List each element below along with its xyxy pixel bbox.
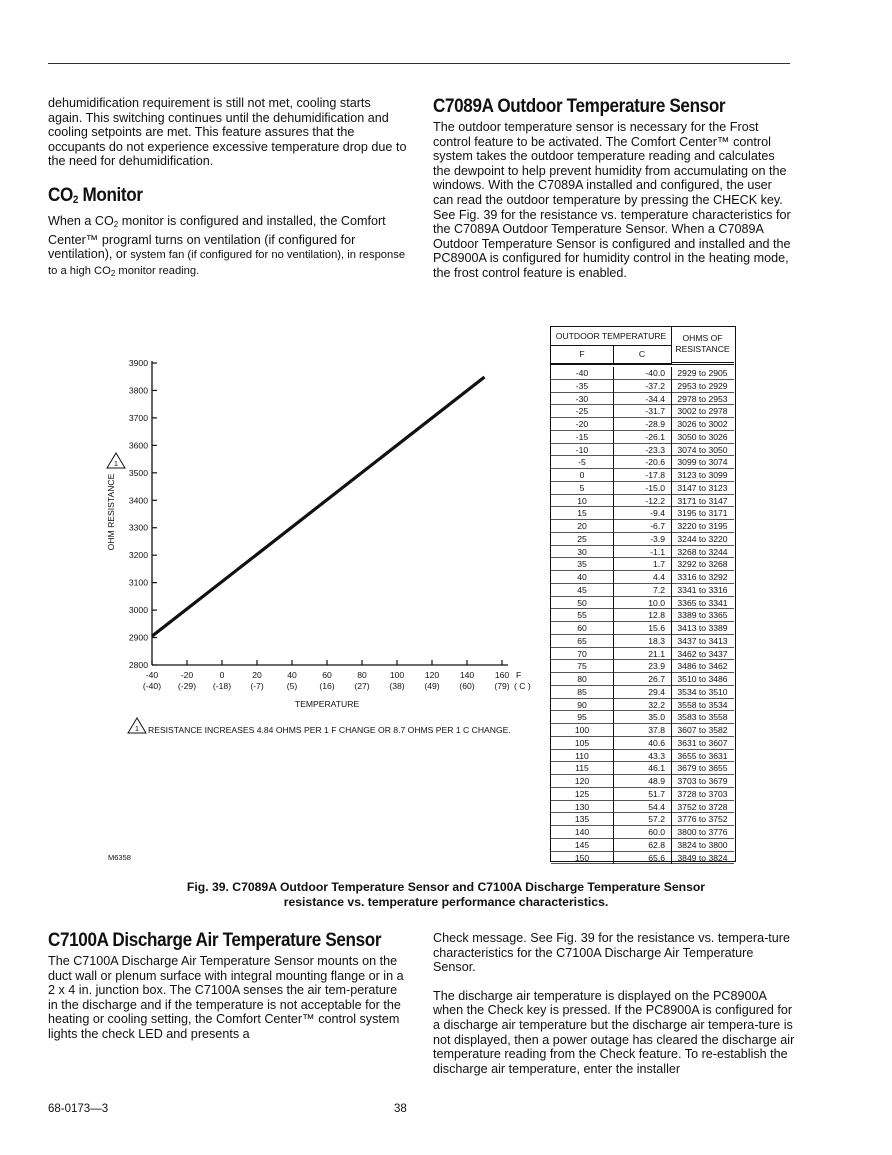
table-cell-f: 100 <box>551 724 614 737</box>
x-tick-label: 40 <box>287 670 297 680</box>
figure-caption <box>0 880 892 910</box>
table-row <box>551 813 734 826</box>
figure-caption-line1: Fig. 39. C7089A Outdoor Temperature Sensor and C7100A Discharge Temperature Sensor <box>186 880 706 894</box>
table-cell-f: 0 <box>551 469 614 482</box>
table-row <box>551 520 734 533</box>
table-cell-c: 62.8 <box>648 839 665 850</box>
table-row <box>551 558 734 571</box>
co2-text-3: system fan (if configured for no ventilation), in response to a high CO <box>48 249 406 277</box>
y-tick-label: 3600 <box>128 440 148 451</box>
table-cell-c: -23.3 <box>645 444 665 455</box>
y-tick-label: 3900 <box>128 358 148 368</box>
table-cell-ohms: 3341 to 3316 <box>677 584 728 595</box>
x-tick-label: 20 <box>252 670 262 680</box>
table-cell-ohms: 3607 to 3582 <box>677 725 728 735</box>
table-cell-ohms: 3099 to 3074 <box>677 457 728 468</box>
table-cell-ohms: 3171 to 3147 <box>677 495 728 506</box>
table-cell-c: 10.0 <box>648 597 665 608</box>
table-cell-c: 4.4 <box>653 572 665 582</box>
left-bottom-column <box>48 930 410 1042</box>
table-row <box>551 405 734 418</box>
table-row <box>551 673 734 686</box>
co2-heading-sub: 2 <box>72 193 79 206</box>
note-marker-number: 1 <box>134 724 140 733</box>
table-cell-f: -10 <box>551 444 614 457</box>
table-header-outdoor-temperature: OUTDOOR TEMPERATURE <box>551 327 672 346</box>
table-row <box>551 635 734 648</box>
table-row <box>551 597 734 610</box>
x-tick-label: -20 <box>180 670 194 680</box>
x-tick-label-celsius: (27) <box>354 681 370 691</box>
table-cell-c: -6.7 <box>650 521 665 531</box>
table-cell-ohms: 3292 to 3268 <box>677 559 728 570</box>
table-cell-ohms: 3195 to 3171 <box>677 508 728 519</box>
table-cell-c: 57.2 <box>648 814 665 825</box>
table-row <box>551 648 734 661</box>
table-cell-f: 50 <box>551 597 614 610</box>
table-row <box>551 711 734 724</box>
table-cell-f: 55 <box>551 609 614 622</box>
table-row <box>551 788 734 801</box>
table-cell-ohms: 3050 to 3026 <box>677 431 728 442</box>
table-cell-c: 15.6 <box>648 623 665 633</box>
x-tick-label-celsius: (38) <box>389 681 405 691</box>
y-tick-label: 2900 <box>128 632 148 643</box>
table-cell-ohms: 2929 to 2905 <box>677 368 728 378</box>
table-cell-f: 65 <box>551 635 614 648</box>
y-tick-label: 3100 <box>128 577 148 588</box>
table-row <box>551 495 734 508</box>
resistance-table <box>550 326 736 862</box>
table-row <box>551 622 734 635</box>
table-row <box>551 699 734 712</box>
table-cell-c: 46.1 <box>648 763 665 774</box>
table-cell-f: 45 <box>551 584 614 597</box>
table-cell-c: 12.8 <box>648 610 665 621</box>
table-cell-f: -20 <box>551 418 614 431</box>
table-row <box>551 380 734 393</box>
table-cell-c: -1.1 <box>650 546 665 557</box>
x-tick-label: 120 <box>424 670 440 680</box>
table-cell-ohms: 3413 to 3389 <box>677 623 728 633</box>
co2-heading-pre: CO <box>48 184 73 206</box>
table-cell-c: -20.6 <box>645 457 665 468</box>
table-row <box>551 686 734 699</box>
table-cell-c: -28.9 <box>645 419 665 429</box>
table-cell-c: 60.0 <box>648 827 665 837</box>
table-row <box>551 584 734 597</box>
table-cell-c: -40.0 <box>645 368 665 378</box>
table-cell-f: 125 <box>551 788 614 801</box>
table-cell-f: 145 <box>551 839 614 852</box>
footer-doc-number: 68-0173—3 <box>48 1103 109 1115</box>
table-cell-ohms: 3486 to 3462 <box>677 661 728 672</box>
x-tick-label: 0 <box>219 670 225 680</box>
table-cell-f: -30 <box>551 393 614 406</box>
table-cell-c: -26.1 <box>645 431 665 442</box>
table-cell-c: -3.9 <box>650 533 665 544</box>
table-cell-ohms: 3824 to 3800 <box>677 839 728 850</box>
table-cell-ohms: 3534 to 3510 <box>677 686 728 697</box>
table-cell-ohms: 3389 to 3365 <box>677 610 728 621</box>
x-tick-label-celsius: (-7) <box>250 681 264 691</box>
table-cell-f: 20 <box>551 520 614 533</box>
table-cell-ohms: 3437 to 3413 <box>677 635 728 646</box>
table-cell-f: -35 <box>551 380 614 393</box>
table-cell-f: -40 <box>551 367 614 380</box>
x-tick-label-celsius: (79) <box>494 681 510 691</box>
chart-note: RESISTANCE INCREASES 4.84 OHMS PER 1 F CHANGE OR 8.7 OHMS PER 1 C CHANGE. <box>148 725 511 735</box>
co2-sub-3: 2 <box>110 268 116 278</box>
table-cell-f: 70 <box>551 648 614 661</box>
table-cell-c: 26.7 <box>648 674 665 684</box>
table-row <box>551 762 734 775</box>
table-row <box>551 533 734 546</box>
table-header-ohms <box>671 327 734 363</box>
table-cell-ohms: 3558 to 3534 <box>677 699 728 710</box>
co2-text-2: monitor is configured and installed, the Comfort Center™ programl turns on ventilation (if configured for ventilation), or <box>48 213 386 262</box>
table-cell-ohms: 2978 to 2953 <box>677 393 728 404</box>
table-row <box>551 431 734 444</box>
table-header-ohms-line1: OHMS OF <box>682 333 723 343</box>
table-cell-ohms: 3244 to 3220 <box>677 533 728 544</box>
table-cell-c: 48.9 <box>648 776 665 786</box>
table-cell-f: -25 <box>551 405 614 418</box>
table-cell-ohms: 3316 to 3292 <box>677 572 728 582</box>
y-axis-title: OHM RESISTANCE <box>106 473 116 551</box>
x-axis-title: TEMPERATURE <box>294 699 360 709</box>
table-cell-c: -9.4 <box>650 508 665 519</box>
figure-id: M6358 <box>108 853 131 862</box>
table-cell-c: -37.2 <box>645 380 665 391</box>
ylabel-marker-number: 1 <box>113 459 119 468</box>
c7089a-heading: C7089A Outdoor Temperature Sensor <box>433 96 726 117</box>
y-tick-label: 3000 <box>128 605 148 616</box>
discharge-display-paragraph: The discharge air temperature is displayed on the PC8900A when the Check key is pressed. If the PC8900A is configured for a discharge air temperature but the discharge air tempera-ture is not displayed, then a power outage has cleared the discharge air temperature reading from the Check feature. To re-establish the discharge air temperature, enter the installer <box>433 988 795 1076</box>
table-cell-ohms: 3220 to 3195 <box>677 521 728 531</box>
y-tick-label: 3800 <box>128 385 148 396</box>
table-cell-ohms: 3631 to 3607 <box>677 737 728 748</box>
c7100a-paragraph: The C7100A Discharge Air Temperature Sensor mounts on the duct wall or plenum surface with integral mounting flange or in a 2 x 4 in. junction box. The C7100A senses the air tem-perature in the discharge and if the temperature is not acceptable for the heating or cooling setting, the Comfort Center™ control system lights the check LED and presents a <box>48 954 404 1041</box>
table-cell-c: -31.7 <box>645 406 665 417</box>
table-cell-ohms: 3462 to 3437 <box>677 648 728 659</box>
table-cell-f: -5 <box>551 456 614 469</box>
table-cell-ohms: 3026 to 3002 <box>677 419 728 429</box>
table-cell-ohms: 3123 to 3099 <box>677 470 728 480</box>
table-cell-f: 85 <box>551 686 614 699</box>
table-cell-ohms: 3147 to 3123 <box>677 482 728 493</box>
table-row <box>551 826 734 839</box>
y-tick-label: 3200 <box>128 550 148 561</box>
table-body <box>551 367 734 864</box>
table-cell-f: 5 <box>551 482 614 495</box>
table-row <box>551 469 734 482</box>
x-tick-label: 60 <box>322 670 332 680</box>
table-cell-ohms: 3800 to 3776 <box>677 827 728 837</box>
table-row <box>551 482 734 495</box>
y-tick-label: 2800 <box>128 660 148 670</box>
table-row <box>551 393 734 406</box>
table-cell-c: 65.6 <box>648 852 665 863</box>
table-cell-f: 105 <box>551 737 614 750</box>
table-cell-c: -34.4 <box>645 393 665 404</box>
table-cell-f: 110 <box>551 750 614 763</box>
co2-text-4: monitor reading. <box>115 264 200 277</box>
table-row <box>551 839 734 852</box>
table-cell-f: 120 <box>551 775 614 788</box>
table-cell-ohms: 3002 to 2978 <box>677 406 728 417</box>
y-tick-label: 3700 <box>128 412 148 423</box>
table-row <box>551 367 734 380</box>
footer-page-number: 38 <box>394 1103 407 1115</box>
table-row <box>551 456 734 469</box>
table-cell-c: -12.2 <box>645 495 665 506</box>
table-row <box>551 801 734 814</box>
table-cell-ohms: 3268 to 3244 <box>677 546 728 557</box>
table-cell-f: 35 <box>551 558 614 571</box>
table-cell-ohms: 3849 to 3824 <box>677 852 728 863</box>
x-tick-label-celsius: (-18) <box>212 681 232 691</box>
table-cell-c: 1.7 <box>653 559 665 570</box>
table-cell-c: 54.4 <box>648 801 665 812</box>
table-cell-ohms: 3679 to 3655 <box>677 763 728 774</box>
x-tick-label: 100 <box>389 670 405 680</box>
table-row <box>551 775 734 788</box>
table-header-c: C <box>613 345 672 364</box>
table-row <box>551 660 734 673</box>
table-cell-f: 25 <box>551 533 614 546</box>
table-row <box>551 507 734 520</box>
y-tick-label: 3400 <box>128 495 148 506</box>
table-cell-c: 29.4 <box>648 686 665 697</box>
table-cell-ohms: 3365 to 3341 <box>677 597 728 608</box>
x-tick-label-celsius: (5) <box>286 681 298 691</box>
table-cell-ohms: 3728 to 3703 <box>677 788 728 799</box>
x-tick-label: 160 <box>494 670 510 680</box>
x-tick-label-celsius: (-40) <box>142 681 162 691</box>
table-cell-f: 75 <box>551 660 614 673</box>
table-cell-c: 51.7 <box>648 788 665 799</box>
table-cell-f: 130 <box>551 801 614 814</box>
table-cell-f: 10 <box>551 495 614 508</box>
table-cell-f: 40 <box>551 571 614 584</box>
intro-paragraph: dehumidification requirement is still not met, cooling starts again. This switching continues until the dehumidification and cooling setpoints are met. This feature assures that the occupants do not experience excessive temperature drop due to the need for dehumidification. <box>48 96 407 169</box>
check-message-paragraph: Check message. See Fig. 39 for the resistance vs. tempera-ture characteristics for the C7100A Discharge Air Temperature Sensor. <box>433 931 790 975</box>
table-cell-c: 18.3 <box>648 635 665 646</box>
table-header-f: F <box>551 345 614 364</box>
table-cell-c: -17.8 <box>645 470 665 480</box>
table-cell-c: 43.3 <box>648 750 665 761</box>
table-row <box>551 444 734 457</box>
table-cell-c: 37.8 <box>648 725 665 735</box>
table-cell-c: 35.0 <box>648 712 665 723</box>
table-cell-ohms: 3510 to 3486 <box>677 674 728 684</box>
table-row <box>551 546 734 559</box>
table-cell-c: 7.2 <box>653 584 665 595</box>
table-row <box>551 571 734 584</box>
table-cell-ohms: 3583 to 3558 <box>677 712 728 723</box>
table-cell-f: 115 <box>551 762 614 775</box>
table-cell-c: 21.1 <box>648 648 665 659</box>
co2-text-1: When a CO <box>48 213 114 228</box>
table-header-divider <box>551 364 734 365</box>
table-row <box>551 852 734 865</box>
table-cell-f: 80 <box>551 673 614 686</box>
co2-heading-post: Monitor <box>78 184 143 206</box>
table-cell-f: -15 <box>551 431 614 444</box>
x-tick-label-celsius: (-29) <box>177 681 197 691</box>
table-cell-f: 15 <box>551 507 614 520</box>
table-cell-f: 95 <box>551 711 614 724</box>
table-cell-f: 60 <box>551 622 614 635</box>
table-cell-f: 30 <box>551 546 614 559</box>
resistance-line <box>152 377 485 636</box>
x-tick-label-celsius: (60) <box>459 681 475 691</box>
table-cell-c: 40.6 <box>648 737 665 748</box>
x-tick-label-celsius: (49) <box>424 681 440 691</box>
table-row <box>551 418 734 431</box>
table-cell-c: -15.0 <box>645 482 665 493</box>
x-unit-label-celsius: ( C ) <box>514 681 531 691</box>
table-cell-ohms: 3655 to 3631 <box>677 750 728 761</box>
right-bottom-column <box>433 931 795 1076</box>
table-cell-ohms: 3703 to 3679 <box>677 776 728 786</box>
x-tick-label: 140 <box>459 670 475 680</box>
y-tick-label: 3300 <box>128 522 148 533</box>
table-cell-f: 90 <box>551 699 614 712</box>
c7089a-paragraph: The outdoor temperature sensor is necessary for the Frost control feature to be activated. The Comfort Center™ control system takes the outdoor temperature reading and calculates the dewpoint to help prevent humidity from accumulating on the windows. With the C7089A installed and configured, the user can read the outdoor temperature by pressing the CHECK key. See Fig. 39 for the resistance vs. temperature characteristics for the C7089A Outdoor Temperature Sensor. When a C7089A Outdoor Temperature Sensor is configured and installed and the PC8900A is configured for humidity control in the heating mode, the frost control feature is enabled. <box>433 120 791 280</box>
table-cell-ohms: 3074 to 3050 <box>677 444 728 455</box>
c7100a-heading: C7100A Discharge Air Temperature Sensor <box>48 930 382 951</box>
table-row <box>551 724 734 737</box>
x-tick-label: -40 <box>145 670 159 680</box>
table-cell-c: 32.2 <box>648 699 665 710</box>
table-row <box>551 737 734 750</box>
figure-caption-line2: resistance vs. temperature performance characteristics. <box>283 895 609 909</box>
table-cell-f: 150 <box>551 852 614 865</box>
y-tick-label: 3500 <box>128 467 148 478</box>
table-cell-f: 140 <box>551 826 614 839</box>
table-cell-ohms: 2953 to 2929 <box>677 380 728 391</box>
x-tick-label: 80 <box>357 670 367 680</box>
table-cell-ohms: 3776 to 3752 <box>677 814 728 825</box>
x-unit-label: F <box>516 670 522 680</box>
table-cell-ohms: 3752 to 3728 <box>677 801 728 812</box>
table-row <box>551 750 734 763</box>
co2-sub-1: 2 <box>113 219 119 229</box>
table-header-ohms-line2: RESISTANCE <box>675 344 730 354</box>
table-cell-f: 135 <box>551 813 614 826</box>
table-cell-c: 23.9 <box>648 661 665 672</box>
x-tick-label-celsius: (16) <box>319 681 335 691</box>
table-row <box>551 609 734 622</box>
